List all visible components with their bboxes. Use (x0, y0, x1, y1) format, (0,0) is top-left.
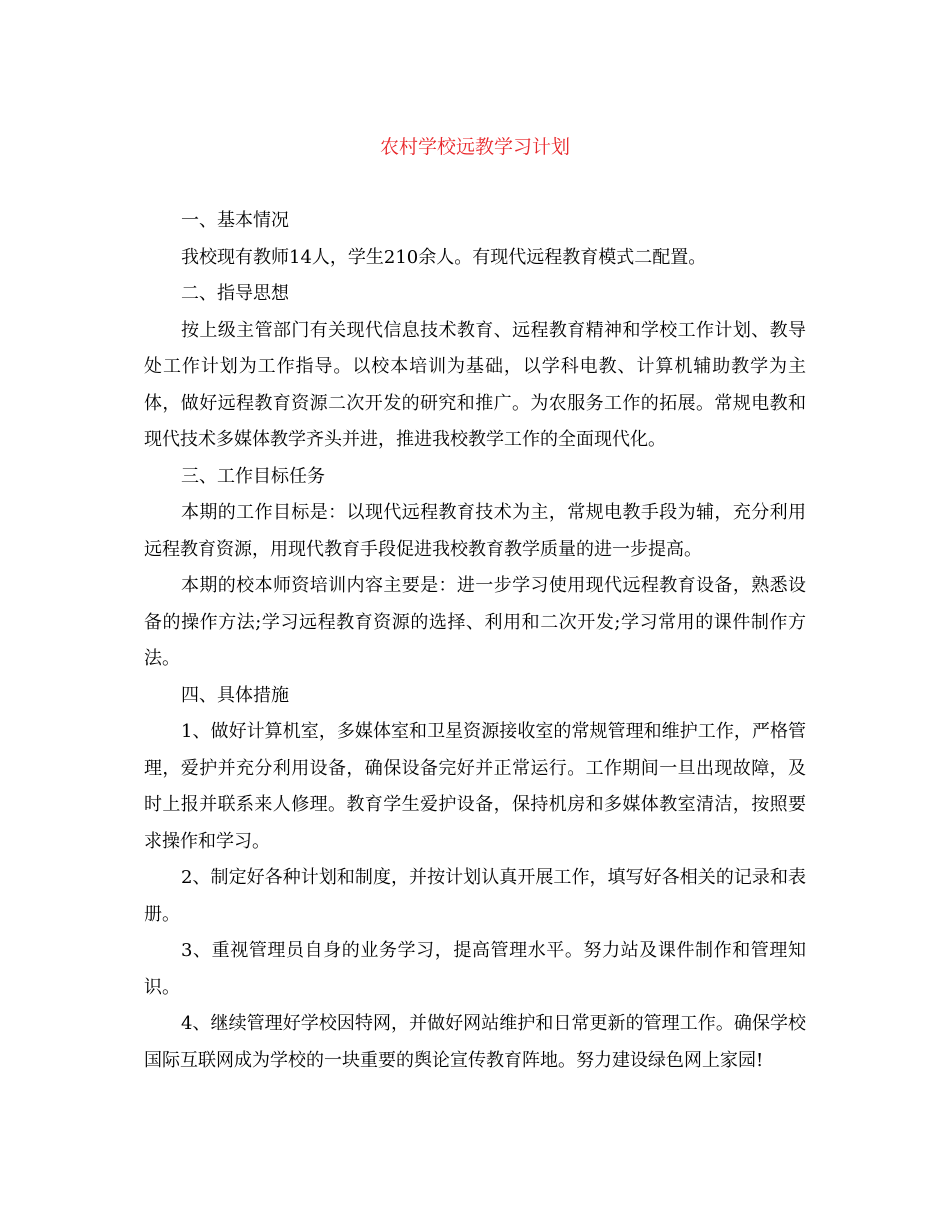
measure-item-1: 1、做好计算机室，多媒体室和卫星资源接收室的常规管理和维护工作，严格管理，爱护并充分利用设备，确保设备完好并正常运行。工作期间一旦出现故障，及时上报并联系来人修理。教育学生爱护设备，保持机房和多媒体教室清洁，按照要求操作和学习。 (144, 721, 806, 852)
measure-item-2: 2、制定好各种计划和制度，并按计划认真开展工作，填写好各相关的记录和表册。 (144, 867, 806, 925)
measure-item-4: 4、继续管理好学校因特网，并做好网站维护和日常更新的管理工作。确保学校国际互联网成为学校的一块重要的舆论宣传教育阵地。努力建设绿色网上家园! (144, 1013, 806, 1071)
section-heading-guiding-idea: 二、指导思想 (181, 283, 289, 304)
section-heading-measures: 四、具体措施 (181, 684, 289, 706)
measure-item-3: 3、重视管理员自身的业务学习，提高管理水平。努力站及课件制作和管理知识。 (144, 940, 806, 998)
paragraph-training-content: 本期的校本师资培训内容主要是：进一步学习使用现代远程教育设备，熟悉设备的操作方法;学习远程教育资源的选择、利用和二次开发;学习常用的课件制作方法。 (144, 575, 806, 669)
section-heading-goals: 三、工作目标任务 (181, 465, 325, 487)
section-heading-basic-info: 一、基本情况 (181, 210, 289, 231)
paragraph-guiding-idea: 按上级主管部门有关现代信息技术教育、远程教育精神和学校工作计划、教导处工作计划为工作指导。以校本培训为基础，以学科电教、计算机辅助教学为主体，做好远程教育资源二次开发的研究和推广。为农服务工作的拓展。常规电教和现代技术多媒体教学齐头并进，推进我校教学工作的全面现代化。 (144, 319, 806, 450)
paragraph-basic-info: 我校现有教师14人，学生210余人。有现代远程教育模式二配置。 (181, 246, 707, 268)
document-body (144, 203, 806, 1079)
paragraph-goals: 本期的工作目标是：以现代远程教育技术为主，常规电教手段为辅，充分利用远程教育资源，用现代教育手段促进我校教育教学质量的进一步提高。 (144, 502, 806, 560)
document-title: 农村学校远教学习计划 (379, 136, 570, 158)
